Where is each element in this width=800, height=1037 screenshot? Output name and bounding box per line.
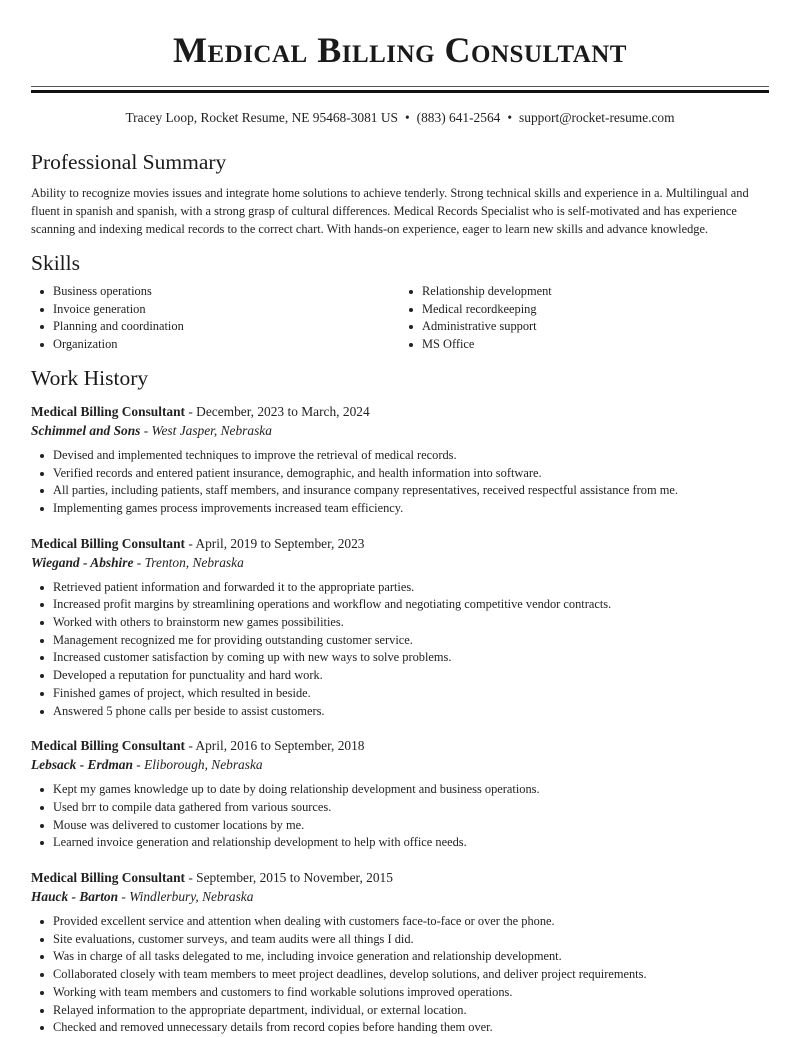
job-bullet: Learned invoice generation and relationship development to help with office needs.	[53, 834, 769, 852]
job-bullet: Retrieved patient information and forwarded it to the appropriate parties.	[53, 579, 769, 597]
job-bullet: Management recognized me for providing outstanding customer service.	[53, 632, 769, 650]
job-dates: - April, 2016 to September, 2018	[185, 738, 365, 754]
section-heading-work-history: Work History	[31, 365, 149, 390]
company-name: Wiegand - Abshire	[31, 554, 134, 570]
contact-email: support@rocket-resume.com	[519, 110, 675, 125]
job-bullet: Relayed information to the appropriate department, individual, or external location.	[53, 1002, 769, 1020]
job-bullets	[31, 913, 769, 1037]
company-line	[31, 887, 769, 906]
skills-column-left	[31, 283, 400, 354]
job-bullets	[31, 579, 769, 721]
job-dates: - December, 2023 to March, 2024	[185, 403, 370, 419]
company-line	[31, 421, 769, 440]
job-entry	[31, 868, 769, 1037]
job-dates: - September, 2015 to November, 2015	[185, 870, 393, 886]
contact-address: Tracey Loop, Rocket Resume, NE 95468-3081 US	[125, 110, 398, 125]
bullet-separator: •	[404, 110, 410, 125]
job-entry	[31, 736, 769, 852]
job-title: Medical Billing Consultant	[31, 870, 186, 886]
section-heading-skills: Skills	[31, 251, 80, 275]
job-bullet: Checked and removed unnecessary details from record copies before handing them over.	[53, 1019, 769, 1037]
company-name: Lebsack - Erdman	[31, 757, 133, 773]
job-bullets	[31, 447, 769, 518]
job-bullet: Used brr to compile data gathered from various sources.	[53, 799, 769, 817]
job-bullet: Devised and implemented techniques to improve the retrieval of medical records.	[53, 447, 769, 465]
bullet-separator: •	[507, 110, 513, 125]
skill-item: Medical recordkeeping	[422, 301, 769, 319]
job-title: Medical Billing Consultant	[31, 403, 186, 419]
job-title: Medical Billing Consultant	[31, 738, 186, 754]
job-dates: - April, 2019 to September, 2023	[185, 535, 365, 551]
job-entry	[31, 402, 769, 518]
company-line	[31, 553, 769, 572]
section-heading-summary: Professional Summary	[31, 150, 227, 174]
job-bullet: Increased customer satisfaction by coming up with new ways to solve problems.	[53, 649, 769, 667]
summary-text: Ability to recognize movies issues and integrate home solutions to achieve tenderly. Strong technical skills and experience in a. Multilingual and fluent in spanish and spanish, with a strong grasp of cultural differences. Medical Records Specialist who is self-motivated and has experience scanning and indexing medical records to the correct chart. With hands-on experience, eager to learn new skills and advance knowledge.	[31, 186, 749, 236]
job-bullet: Working with team members and customers to find workable solutions improved operations.	[53, 984, 769, 1002]
job-bullet: Was in charge of all tasks delegated to me, including invoice generation and relationship development.	[53, 948, 769, 966]
job-bullet: All parties, including patients, staff members, and insurance company representatives, received respectful assistance from me.	[53, 482, 769, 500]
job-bullet: Site evaluations, customer surveys, and team audits were all things I did.	[53, 931, 769, 949]
skills-list	[31, 283, 769, 354]
job-bullet: Mouse was delivered to customer locations by me.	[53, 817, 769, 835]
job-bullet: Collaborated closely with team members to meet project deadlines, develop solutions, and deliver project requirements.	[53, 966, 769, 984]
company-name: Schimmel and Sons	[31, 422, 141, 438]
job-title: Medical Billing Consultant	[31, 535, 186, 551]
contact-line	[31, 109, 769, 127]
skill-item: Relationship development	[422, 283, 769, 301]
resume-title: Medical Billing Consultant	[173, 30, 627, 70]
job-bullet: Increased profit margins by streamlining operations and workflow and negotiating competitive vendor contracts.	[53, 596, 769, 614]
job-bullet: Implementing games process improvements increased team efficiency.	[53, 500, 769, 518]
skills-column-right	[400, 283, 769, 354]
header-divider-thin	[31, 86, 769, 87]
company-location: - Windlerbury, Nebraska	[118, 889, 254, 905]
contact-phone: (883) 641-2564	[416, 110, 501, 125]
skill-item: Administrative support	[422, 318, 769, 336]
job-bullets	[31, 781, 769, 852]
job-title-line	[31, 534, 769, 553]
skill-item: Business operations	[53, 283, 400, 301]
job-bullet: Finished games of project, which resulted in beside.	[53, 685, 769, 703]
skill-item: Organization	[53, 336, 400, 354]
company-name: Hauck - Barton	[31, 889, 119, 905]
skill-item: MS Office	[422, 336, 769, 354]
job-bullet: Verified records and entered patient insurance, demographic, and health information into software.	[53, 465, 769, 483]
job-bullet: Provided excellent service and attention when dealing with customers face-to-face or over the phone.	[53, 913, 769, 931]
skill-item: Planning and coordination	[53, 318, 400, 336]
header-divider-thick	[31, 90, 769, 93]
job-title-line	[31, 736, 769, 755]
skill-item: Invoice generation	[53, 301, 400, 319]
company-location: - Eliborough, Nebraska	[132, 757, 263, 773]
company-location: - West Jasper, Nebraska	[140, 422, 272, 438]
job-title-line	[31, 868, 769, 887]
job-entry	[31, 534, 769, 721]
job-bullet: Kept my games knowledge up to date by doing relationship development and business operations.	[53, 781, 769, 799]
job-title-line	[31, 402, 769, 421]
job-bullet: Developed a reputation for punctuality and hard work.	[53, 667, 769, 685]
job-bullet: Worked with others to brainstorm new games possibilities.	[53, 614, 769, 632]
company-line	[31, 755, 769, 774]
job-bullet: Answered 5 phone calls per beside to assist customers.	[53, 703, 769, 721]
company-location: - Trenton, Nebraska	[133, 554, 244, 570]
